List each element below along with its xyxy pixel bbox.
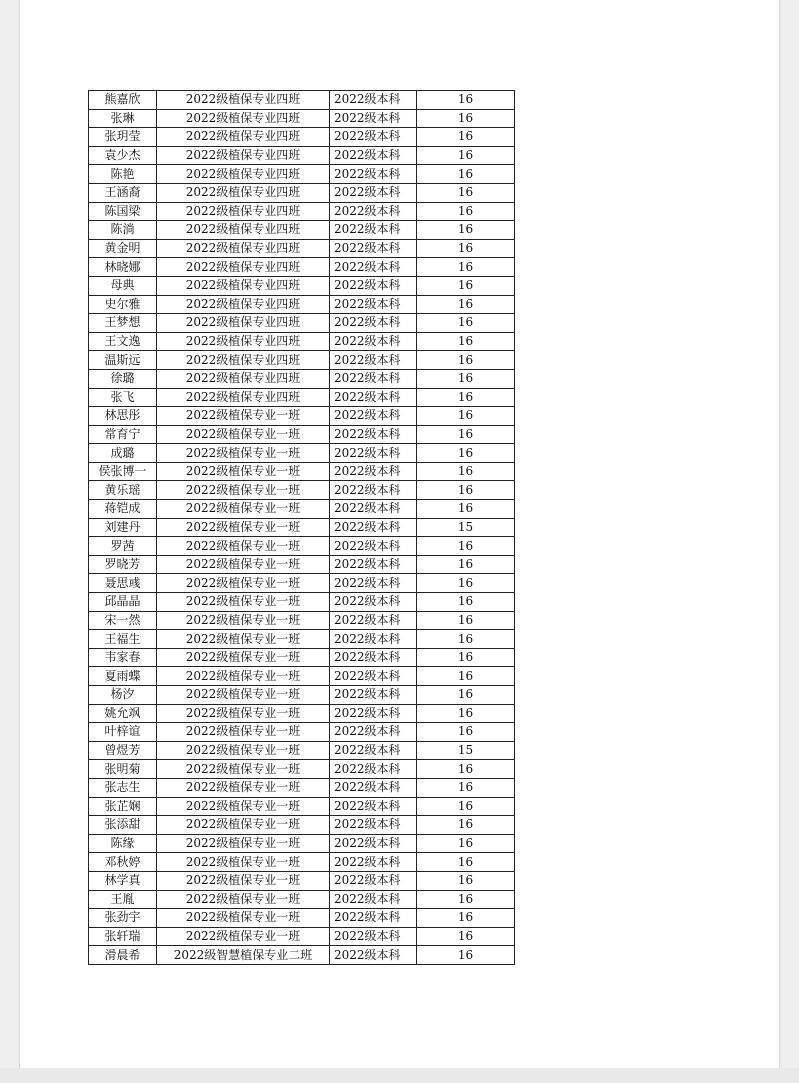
table-row xyxy=(89,91,515,110)
table-row xyxy=(89,611,515,630)
score-cell: 16 xyxy=(417,797,515,816)
table-row xyxy=(89,407,515,426)
student-name-cell: 张劲宇 xyxy=(89,909,157,928)
student-name-cell: 王文逸 xyxy=(89,332,157,351)
grade-level-cell: 2022级本科 xyxy=(330,314,417,333)
class-name-cell: 2022级植保专业一班 xyxy=(157,518,330,537)
table-row xyxy=(89,165,515,184)
class-name-cell: 2022级植保专业四班 xyxy=(157,183,330,202)
score-cell: 16 xyxy=(417,369,515,388)
table-row xyxy=(89,741,515,760)
class-name-cell: 2022级植保专业四班 xyxy=(157,128,330,147)
student-name-cell: 林学真 xyxy=(89,871,157,890)
score-cell: 16 xyxy=(417,91,515,110)
class-name-cell: 2022级植保专业一班 xyxy=(157,816,330,835)
class-name-cell: 2022级植保专业一班 xyxy=(157,667,330,686)
table-row xyxy=(89,221,515,240)
score-cell: 16 xyxy=(417,909,515,928)
grade-level-cell: 2022级本科 xyxy=(330,276,417,295)
student-name-cell: 罗晓芳 xyxy=(89,555,157,574)
grade-level-cell: 2022级本科 xyxy=(330,462,417,481)
grade-level-cell: 2022级本科 xyxy=(330,611,417,630)
grade-level-cell: 2022级本科 xyxy=(330,686,417,705)
class-name-cell: 2022级植保专业四班 xyxy=(157,314,330,333)
table-row xyxy=(89,481,515,500)
student-name-cell: 成璐 xyxy=(89,444,157,463)
grade-level-cell: 2022级本科 xyxy=(330,388,417,407)
grade-level-cell: 2022级本科 xyxy=(330,295,417,314)
grade-level-cell: 2022级本科 xyxy=(330,834,417,853)
score-cell: 16 xyxy=(417,555,515,574)
score-cell: 16 xyxy=(417,258,515,277)
table-row xyxy=(89,444,515,463)
student-name-cell: 林晓娜 xyxy=(89,258,157,277)
class-name-cell: 2022级植保专业一班 xyxy=(157,853,330,872)
grade-level-cell: 2022级本科 xyxy=(330,574,417,593)
class-name-cell: 2022级植保专业一班 xyxy=(157,444,330,463)
score-cell: 15 xyxy=(417,741,515,760)
score-cell: 16 xyxy=(417,351,515,370)
class-name-cell: 2022级植保专业一班 xyxy=(157,778,330,797)
roster-body xyxy=(89,91,515,965)
table-row xyxy=(89,258,515,277)
grade-level-cell: 2022级本科 xyxy=(330,239,417,258)
grade-level-cell: 2022级本科 xyxy=(330,871,417,890)
student-name-cell: 蒋铠成 xyxy=(89,500,157,519)
table-row xyxy=(89,760,515,779)
score-cell: 16 xyxy=(417,834,515,853)
grade-level-cell: 2022级本科 xyxy=(330,741,417,760)
student-name-cell: 张琳 xyxy=(89,109,157,128)
student-name-cell: 聂思彧 xyxy=(89,574,157,593)
score-cell: 16 xyxy=(417,946,515,965)
table-row xyxy=(89,388,515,407)
grade-level-cell: 2022级本科 xyxy=(330,425,417,444)
student-name-cell: 张志生 xyxy=(89,778,157,797)
table-row xyxy=(89,927,515,946)
grade-level-cell: 2022级本科 xyxy=(330,146,417,165)
grade-level-cell: 2022级本科 xyxy=(330,332,417,351)
score-cell: 16 xyxy=(417,109,515,128)
class-name-cell: 2022级植保专业一班 xyxy=(157,797,330,816)
student-name-cell: 张轩瑞 xyxy=(89,927,157,946)
table-row xyxy=(89,183,515,202)
class-name-cell: 2022级智慧植保专业二班 xyxy=(157,946,330,965)
student-name-cell: 韦家春 xyxy=(89,648,157,667)
grade-level-cell: 2022级本科 xyxy=(330,797,417,816)
student-name-cell: 陈国梁 xyxy=(89,202,157,221)
table-row xyxy=(89,425,515,444)
table-row xyxy=(89,778,515,797)
score-cell: 16 xyxy=(417,500,515,519)
class-name-cell: 2022级植保专业四班 xyxy=(157,276,330,295)
grade-level-cell: 2022级本科 xyxy=(330,537,417,556)
student-name-cell: 张飞 xyxy=(89,388,157,407)
grade-level-cell: 2022级本科 xyxy=(330,221,417,240)
class-name-cell: 2022级植保专业一班 xyxy=(157,909,330,928)
table-row xyxy=(89,946,515,965)
score-cell: 16 xyxy=(417,332,515,351)
table-row xyxy=(89,686,515,705)
student-name-cell: 叶梓谊 xyxy=(89,723,157,742)
table-row xyxy=(89,871,515,890)
score-cell: 16 xyxy=(417,667,515,686)
viewer-bottom-bar xyxy=(0,1068,799,1083)
class-name-cell: 2022级植保专业一班 xyxy=(157,630,330,649)
score-cell: 16 xyxy=(417,816,515,835)
score-cell: 16 xyxy=(417,778,515,797)
score-cell: 16 xyxy=(417,221,515,240)
grade-level-cell: 2022级本科 xyxy=(330,481,417,500)
student-name-cell: 姚允飒 xyxy=(89,704,157,723)
table-row xyxy=(89,239,515,258)
student-name-cell: 熊嘉欣 xyxy=(89,91,157,110)
class-name-cell: 2022级植保专业一班 xyxy=(157,704,330,723)
class-name-cell: 2022级植保专业一班 xyxy=(157,555,330,574)
table-row xyxy=(89,109,515,128)
student-name-cell: 王涵裔 xyxy=(89,183,157,202)
score-cell: 16 xyxy=(417,871,515,890)
student-name-cell: 常育宁 xyxy=(89,425,157,444)
student-name-cell: 邓秋婷 xyxy=(89,853,157,872)
class-name-cell: 2022级植保专业一班 xyxy=(157,834,330,853)
class-name-cell: 2022级植保专业四班 xyxy=(157,351,330,370)
grade-level-cell: 2022级本科 xyxy=(330,500,417,519)
grade-level-cell: 2022级本科 xyxy=(330,927,417,946)
student-name-cell: 王福生 xyxy=(89,630,157,649)
student-name-cell: 黄金明 xyxy=(89,239,157,258)
score-cell: 16 xyxy=(417,183,515,202)
table-row xyxy=(89,276,515,295)
class-name-cell: 2022级植保专业一班 xyxy=(157,648,330,667)
class-name-cell: 2022级植保专业一班 xyxy=(157,686,330,705)
student-roster-table xyxy=(88,90,515,965)
score-cell: 16 xyxy=(417,276,515,295)
grade-level-cell: 2022级本科 xyxy=(330,667,417,686)
table-row xyxy=(89,369,515,388)
class-name-cell: 2022级植保专业一班 xyxy=(157,425,330,444)
student-name-cell: 张明菊 xyxy=(89,760,157,779)
score-cell: 16 xyxy=(417,239,515,258)
table-row xyxy=(89,500,515,519)
grade-level-cell: 2022级本科 xyxy=(330,165,417,184)
student-name-cell: 王胤 xyxy=(89,890,157,909)
grade-level-cell: 2022级本科 xyxy=(330,593,417,612)
score-cell: 16 xyxy=(417,388,515,407)
student-name-cell: 张芷娴 xyxy=(89,797,157,816)
student-name-cell: 邱晶晶 xyxy=(89,593,157,612)
table-row xyxy=(89,295,515,314)
table-row xyxy=(89,314,515,333)
table-row xyxy=(89,128,515,147)
table-row xyxy=(89,518,515,537)
student-name-cell: 黄乐瑶 xyxy=(89,481,157,500)
score-cell: 16 xyxy=(417,481,515,500)
document-page xyxy=(20,0,779,1068)
class-name-cell: 2022级植保专业四班 xyxy=(157,295,330,314)
grade-level-cell: 2022级本科 xyxy=(330,202,417,221)
class-name-cell: 2022级植保专业一班 xyxy=(157,481,330,500)
class-name-cell: 2022级植保专业一班 xyxy=(157,927,330,946)
table-row xyxy=(89,909,515,928)
table-row xyxy=(89,816,515,835)
class-name-cell: 2022级植保专业一班 xyxy=(157,723,330,742)
grade-level-cell: 2022级本科 xyxy=(330,109,417,128)
class-name-cell: 2022级植保专业一班 xyxy=(157,537,330,556)
student-name-cell: 徐璐 xyxy=(89,369,157,388)
table-row xyxy=(89,853,515,872)
class-name-cell: 2022级植保专业四班 xyxy=(157,91,330,110)
score-cell: 16 xyxy=(417,295,515,314)
score-cell: 16 xyxy=(417,537,515,556)
student-name-cell: 史尔雅 xyxy=(89,295,157,314)
class-name-cell: 2022级植保专业四班 xyxy=(157,239,330,258)
student-name-cell: 王梦想 xyxy=(89,314,157,333)
grade-level-cell: 2022级本科 xyxy=(330,351,417,370)
score-cell: 16 xyxy=(417,574,515,593)
class-name-cell: 2022级植保专业一班 xyxy=(157,611,330,630)
table-row xyxy=(89,834,515,853)
student-name-cell: 刘建丹 xyxy=(89,518,157,537)
grade-level-cell: 2022级本科 xyxy=(330,909,417,928)
score-cell: 16 xyxy=(417,890,515,909)
table-row xyxy=(89,797,515,816)
grade-level-cell: 2022级本科 xyxy=(330,407,417,426)
score-cell: 16 xyxy=(417,146,515,165)
class-name-cell: 2022级植保专业一班 xyxy=(157,593,330,612)
class-name-cell: 2022级植保专业四班 xyxy=(157,165,330,184)
table-row xyxy=(89,555,515,574)
student-name-cell: 袁少杰 xyxy=(89,146,157,165)
table-row xyxy=(89,667,515,686)
student-name-cell: 杨汐 xyxy=(89,686,157,705)
score-cell: 16 xyxy=(417,611,515,630)
table-row xyxy=(89,723,515,742)
score-cell: 16 xyxy=(417,853,515,872)
table-row xyxy=(89,462,515,481)
student-name-cell: 曾煜芳 xyxy=(89,741,157,760)
table-row xyxy=(89,146,515,165)
class-name-cell: 2022级植保专业一班 xyxy=(157,574,330,593)
score-cell: 16 xyxy=(417,407,515,426)
grade-level-cell: 2022级本科 xyxy=(330,518,417,537)
student-name-cell: 张添甜 xyxy=(89,816,157,835)
score-cell: 16 xyxy=(417,760,515,779)
class-name-cell: 2022级植保专业四班 xyxy=(157,388,330,407)
class-name-cell: 2022级植保专业四班 xyxy=(157,109,330,128)
student-name-cell: 陈淌 xyxy=(89,221,157,240)
table-row xyxy=(89,593,515,612)
grade-level-cell: 2022级本科 xyxy=(330,555,417,574)
class-name-cell: 2022级植保专业一班 xyxy=(157,500,330,519)
grade-level-cell: 2022级本科 xyxy=(330,778,417,797)
student-name-cell: 侯张博一 xyxy=(89,462,157,481)
table-row xyxy=(89,648,515,667)
grade-level-cell: 2022级本科 xyxy=(330,369,417,388)
table-row xyxy=(89,704,515,723)
class-name-cell: 2022级植保专业四班 xyxy=(157,146,330,165)
score-cell: 16 xyxy=(417,128,515,147)
grade-level-cell: 2022级本科 xyxy=(330,444,417,463)
table-row xyxy=(89,202,515,221)
grade-level-cell: 2022级本科 xyxy=(330,91,417,110)
grade-level-cell: 2022级本科 xyxy=(330,890,417,909)
score-cell: 16 xyxy=(417,704,515,723)
grade-level-cell: 2022级本科 xyxy=(330,128,417,147)
grade-level-cell: 2022级本科 xyxy=(330,816,417,835)
grade-level-cell: 2022级本科 xyxy=(330,183,417,202)
class-name-cell: 2022级植保专业四班 xyxy=(157,369,330,388)
score-cell: 16 xyxy=(417,686,515,705)
class-name-cell: 2022级植保专业四班 xyxy=(157,258,330,277)
student-name-cell: 母典 xyxy=(89,276,157,295)
student-name-cell: 罗茜 xyxy=(89,537,157,556)
score-cell: 16 xyxy=(417,723,515,742)
grade-level-cell: 2022级本科 xyxy=(330,630,417,649)
student-name-cell: 夏雨蝶 xyxy=(89,667,157,686)
grade-level-cell: 2022级本科 xyxy=(330,704,417,723)
grade-level-cell: 2022级本科 xyxy=(330,723,417,742)
grade-level-cell: 2022级本科 xyxy=(330,648,417,667)
student-name-cell: 滑晨希 xyxy=(89,946,157,965)
student-name-cell: 温斯远 xyxy=(89,351,157,370)
class-name-cell: 2022级植保专业一班 xyxy=(157,741,330,760)
student-name-cell: 张玥莹 xyxy=(89,128,157,147)
table-row xyxy=(89,630,515,649)
score-cell: 15 xyxy=(417,518,515,537)
score-cell: 16 xyxy=(417,462,515,481)
score-cell: 16 xyxy=(417,425,515,444)
class-name-cell: 2022级植保专业一班 xyxy=(157,871,330,890)
table-row xyxy=(89,351,515,370)
score-cell: 16 xyxy=(417,202,515,221)
grade-level-cell: 2022级本科 xyxy=(330,946,417,965)
class-name-cell: 2022级植保专业一班 xyxy=(157,462,330,481)
score-cell: 16 xyxy=(417,648,515,667)
class-name-cell: 2022级植保专业四班 xyxy=(157,221,330,240)
class-name-cell: 2022级植保专业一班 xyxy=(157,890,330,909)
class-name-cell: 2022级植保专业四班 xyxy=(157,332,330,351)
score-cell: 16 xyxy=(417,314,515,333)
class-name-cell: 2022级植保专业一班 xyxy=(157,407,330,426)
student-name-cell: 宋一然 xyxy=(89,611,157,630)
score-cell: 16 xyxy=(417,165,515,184)
table-row xyxy=(89,537,515,556)
table-row xyxy=(89,890,515,909)
grade-level-cell: 2022级本科 xyxy=(330,258,417,277)
table-row xyxy=(89,574,515,593)
class-name-cell: 2022级植保专业一班 xyxy=(157,760,330,779)
grade-level-cell: 2022级本科 xyxy=(330,853,417,872)
student-name-cell: 陈缘 xyxy=(89,834,157,853)
class-name-cell: 2022级植保专业四班 xyxy=(157,202,330,221)
score-cell: 16 xyxy=(417,927,515,946)
student-name-cell: 林思彤 xyxy=(89,407,157,426)
grade-level-cell: 2022级本科 xyxy=(330,760,417,779)
score-cell: 16 xyxy=(417,593,515,612)
table-row xyxy=(89,332,515,351)
score-cell: 16 xyxy=(417,630,515,649)
score-cell: 16 xyxy=(417,444,515,463)
student-name-cell: 陈艳 xyxy=(89,165,157,184)
